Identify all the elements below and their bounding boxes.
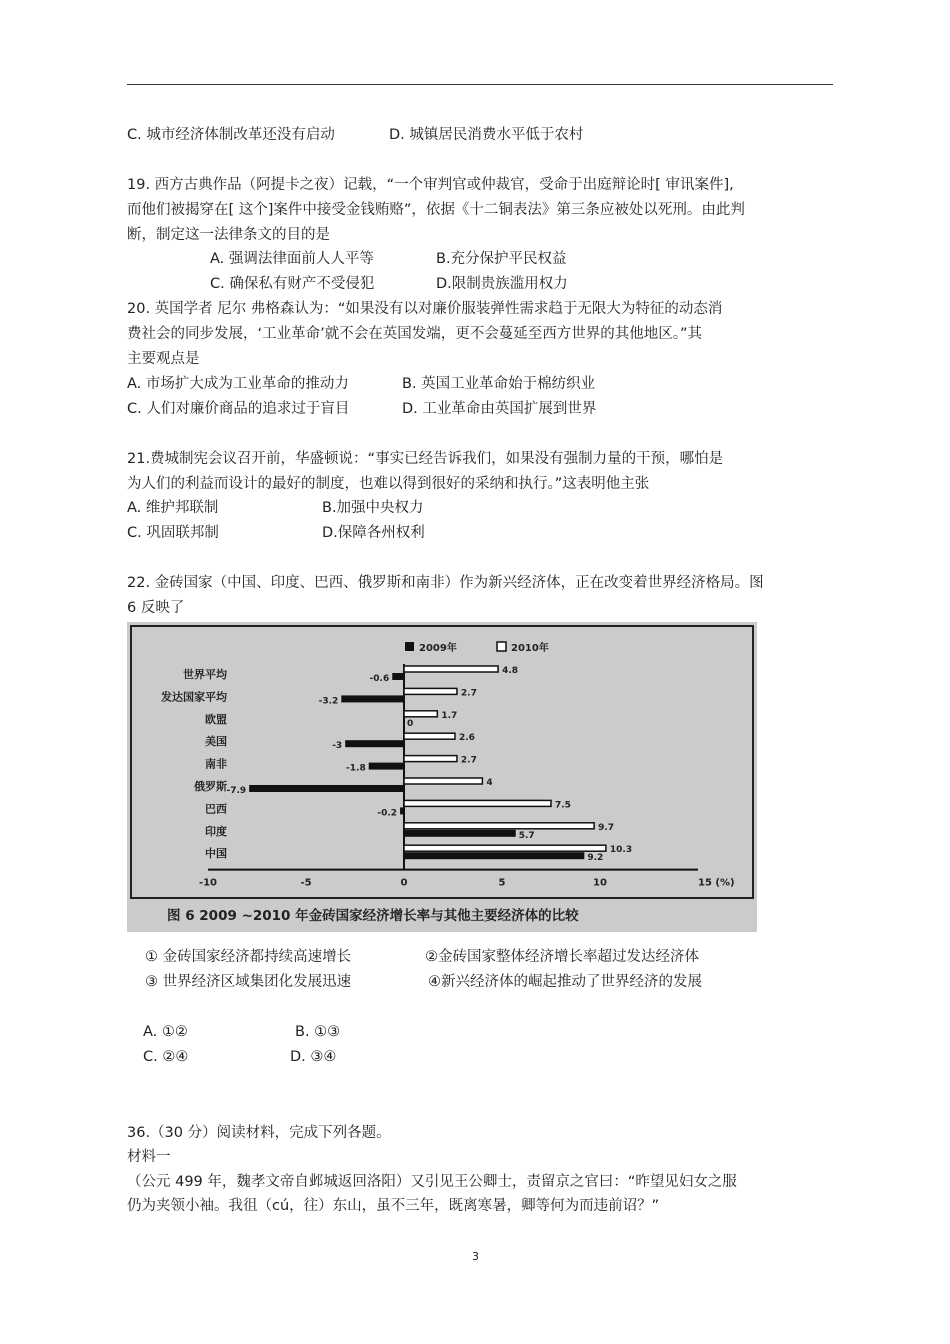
q22-statement-4: ④新兴经济体的崛起推动了世界经济的发展	[428, 974, 702, 990]
q21-stem-2: 为人们的利益而设计的最好的制度，也难以得到很好的采纳和执行。”这表明他主张	[127, 476, 650, 492]
q20-stem-2: 费社会的同步发展，‘工业革命’就不会在英国发端，更不会蔓延至西方世界的其他地区。”其	[127, 326, 702, 342]
category-label: 欧盟	[205, 712, 227, 726]
category-label: 俄罗斯	[194, 780, 227, 793]
bar-2009	[249, 785, 404, 792]
q19-option-a: A. 强调法律面前人人平等	[210, 251, 374, 267]
q36-heading: 36.（30 分）阅读材料，完成下列各题。	[127, 1125, 391, 1141]
q19-option-d: D.限制贵族滥用权力	[436, 276, 568, 292]
q22-stem-2: 6 反映了	[127, 600, 185, 616]
bar-2009	[404, 830, 516, 837]
data-label-2009: 9.2	[587, 853, 604, 864]
bar-2009	[369, 763, 404, 770]
data-label-2010: 9.7	[598, 822, 615, 833]
q20-option-c: C. 人们对廉价商品的追求过于盲目	[127, 401, 350, 417]
category-label: 发达国家平均	[161, 690, 227, 704]
chart-svg	[127, 622, 757, 932]
q22-option-d: D. ③④	[290, 1049, 337, 1065]
data-label-2009: 0	[407, 718, 414, 729]
bar-2009	[404, 852, 584, 859]
q20-option-d: D. 工业革命由英国扩展到世界	[402, 401, 597, 417]
category-label: 世界平均	[183, 668, 227, 681]
x-tick-label: -10	[198, 877, 218, 889]
bar-2010	[404, 666, 498, 672]
data-label-2010: 2.6	[458, 733, 475, 744]
bar-2010	[404, 845, 606, 851]
q19-stem-3: 断，制定这一法律条文的目的是	[127, 227, 330, 243]
bar-2010	[404, 823, 594, 829]
q20-option-a: A. 市场扩大成为工业革命的推动力	[127, 376, 349, 392]
q22-statement-3: ③ 世界经济区域集团化发展迅速	[145, 974, 352, 990]
q22-option-a: A. ①②	[143, 1024, 188, 1040]
category-label: 印度	[205, 824, 227, 838]
material-1-label: 材料一	[127, 1149, 171, 1165]
data-label-2009: -7.9	[226, 786, 247, 796]
x-tick-label: 0	[400, 877, 408, 889]
x-tick-label: -5	[300, 877, 312, 889]
data-label-2010: 4	[486, 778, 493, 788]
data-label-2010: 10.3	[609, 845, 633, 856]
data-label-2010: 7.5	[555, 800, 571, 811]
q22-stem-1: 22. 金砖国家（中国、印度、巴西、俄罗斯和南非）作为新兴经济体，正在改变着世界经济格局。图	[127, 575, 764, 591]
legend-swatch-2009	[405, 642, 414, 651]
x-tick-label: 10	[593, 877, 607, 889]
header-rule	[127, 84, 833, 85]
material-1-text-1: （公元 499 年，魏孝文帝自邺城返回洛阳）又引见王公卿士，责留京之官曰：“昨望见妇女之服	[127, 1174, 737, 1190]
q19-stem-2: 而他们被揭穿在[ 这个]案件中接受金钱贿赂”，依据《十二铜表法》第三条应被处以死刑。由此判	[127, 202, 745, 218]
data-label-2009: -0.2	[377, 808, 398, 819]
legend-swatch-2010	[497, 642, 506, 651]
category-label: 巴西	[205, 802, 227, 816]
legend-label-2010: 2010年	[511, 643, 549, 654]
bar-2009	[392, 673, 404, 680]
q22-statement-2: ②金砖国家整体经济增长率超过发达经济体	[425, 949, 699, 965]
bar-2009	[400, 807, 404, 814]
category-label: 美国	[205, 735, 227, 749]
bar-2010	[404, 688, 457, 694]
x-tick-label: 5	[498, 877, 506, 889]
category-label: 中国	[205, 847, 227, 861]
bar-2009	[341, 695, 404, 702]
q19-option-b: B.充分保护平民权益	[436, 251, 567, 267]
q21-stem-1: 21.费城制宪会议召开前，华盛顿说：“事实已经告诉我们，如果没有强制力量的干预，哪怕是	[127, 451, 724, 467]
q21-option-a: A. 维护邦联制	[127, 500, 219, 516]
q19-stem-1: 19. 西方古典作品（阿提卡之夜）记载，“一个审判官或仲裁官，受命于出庭辩论时[ 审讯案件],	[127, 177, 734, 193]
data-label-2009: -0.6	[369, 674, 390, 684]
q22-option-b: B. ①③	[295, 1024, 341, 1040]
bar-2009	[345, 740, 404, 747]
data-label-2009: -3	[332, 741, 343, 752]
q22-option-c: C. ②④	[143, 1049, 189, 1065]
chart-title: 图 6 2009 ~2010 年金砖国家经济增长率与其他主要经济体的比较	[167, 908, 579, 924]
bar-2010	[404, 778, 482, 784]
data-label-2009: 5.7	[518, 830, 535, 841]
material-1-text-2: 仍为夹领小袖。我徂（cú，往）东山，虽不三年，既离寒暑，卿等何为而违前诏？”	[127, 1198, 660, 1214]
q22-statement-1: ① 金砖国家经济都持续高速增长	[145, 949, 352, 965]
q21-option-b: B.加强中央权力	[322, 500, 424, 516]
data-label-2010: 4.8	[502, 666, 519, 676]
q20-option-b: B. 英国工业革命始于棉纺织业	[402, 376, 596, 392]
bar-2010	[404, 756, 457, 762]
bar-2010	[404, 733, 455, 739]
page-number: 3	[472, 1250, 479, 1263]
figure-6-chart	[127, 622, 757, 932]
data-label-2010: 2.7	[460, 755, 477, 766]
q19-option-c: C. 确保私有财产不受侵犯	[210, 276, 375, 292]
q20-stem-3: 主要观点是	[127, 351, 200, 367]
bar-2010	[404, 800, 551, 806]
q21-option-d: D.保障各州权利	[322, 525, 425, 541]
data-label-2010: 1.7	[441, 710, 458, 721]
q18-option-d: D. 城镇居民消费水平低于农村	[389, 127, 584, 143]
x-tick-label: 15 (%)	[698, 877, 735, 889]
q21-option-c: C. 巩固联邦制	[127, 525, 219, 541]
data-label-2009: -3.2	[318, 696, 339, 707]
q20-stem-1: 20. 英国学者 尼尔 弗格森认为：“如果没有以对廉价服装弹性需求趋于无限大为特征的动态消	[127, 301, 723, 317]
bar-2010	[404, 711, 437, 717]
data-label-2009: -1.8	[346, 763, 366, 774]
legend-label-2009: 2009年	[419, 643, 457, 654]
q18-option-c: C. 城市经济体制改革还没有启动	[127, 127, 335, 143]
data-label-2010: 2.7	[460, 688, 477, 699]
category-label: 南非	[205, 757, 227, 771]
